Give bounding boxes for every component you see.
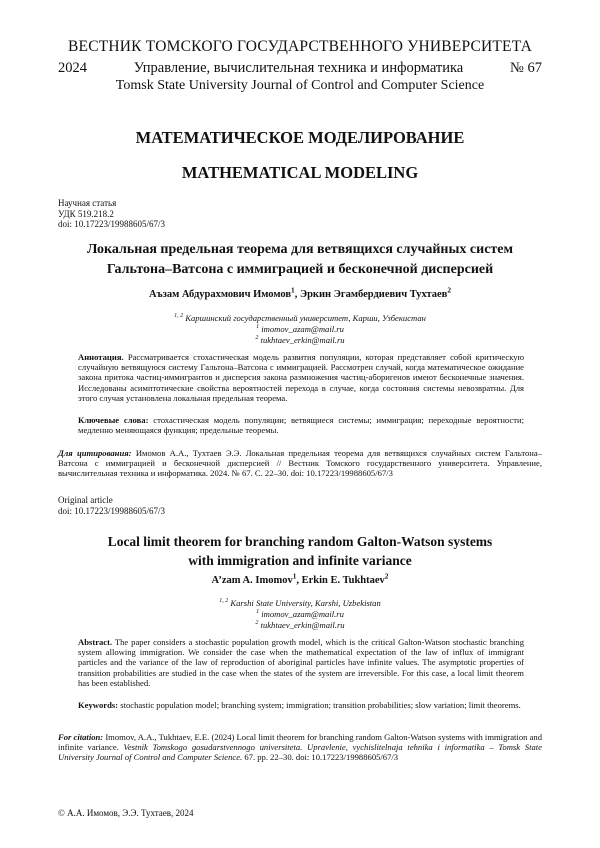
author2-en-sup: 2: [384, 571, 389, 581]
journal-title-en: Tomsk State University Journal of Control and Computer Science: [115, 78, 485, 93]
affiliations-ru: [0, 313, 600, 346]
email2-ru-sup: 2: [255, 335, 259, 342]
abstract-text-en: The paper considers a stochastic population growth model, which is the critical Galton-Watson stochastic branching system allowing immigration. We consider the case when the mathematical expectation of the law of influx of immigrant particles and the variance of the law of reproduction of aboriginal particles have infinite values. The asymptotic properties of transition probabilities are studied in the case when the states of the system are irreversible. For this case, a local limit theorem has been established.: [78, 637, 524, 688]
title-ru-line1: Локальная предельная теорема для ветвящихся случайных систем: [86, 242, 514, 257]
paper-title-ru: [0, 240, 600, 280]
author1-ru-sup: 1: [291, 285, 295, 295]
email2-en[interactable]: tukhtaev_erkin@mail.ru: [260, 620, 345, 630]
keywords-text-en: stochastic population model; branching system; immigration; transition probabilities; slow variation; limit theorems.: [120, 700, 521, 710]
abstract-text-ru: Рассматривается стохастическая модель развития популяции, которая представляет собой критическую случайную ветвящуюся систему Гальтона–Ватсона с иммиграцией. Рассмотрен случай, когда математическое ожидание закона притока частиц-иммигрантов и дисперсия закона размножения частиц-аборигенов имеют бесконечные значения. Исследованы асимптотические свойства вероятностей перехода в случае, когда состояния системы невозвратны. Для этого случая установлена локальная предельная теорема.: [78, 352, 525, 403]
aff-en-sup: 1, 2: [219, 598, 229, 605]
title-en-line1: Local limit theorem for branching random Galton-Watson systems: [107, 534, 493, 549]
email1-en-sup: 1: [256, 609, 260, 616]
abstract-label-ru: Аннотация.: [78, 352, 124, 362]
article-type-ru: Научная статья: [58, 198, 117, 208]
email1-ru[interactable]: imomov_azam@mail.ru: [261, 324, 344, 334]
abstract-label-en: Abstract.: [78, 637, 113, 647]
year: 2024: [58, 60, 87, 76]
article-meta-ru: [58, 198, 165, 230]
author1-en: A’zam A. Imomov: [211, 575, 293, 586]
email2-en-sup: 2: [255, 620, 259, 627]
article-meta-en: [58, 495, 165, 516]
paper-title-en: [0, 532, 600, 570]
title-ru-line2: Гальтона–Ватсона с иммиграцией и бесконечной дисперсией: [106, 262, 494, 277]
section-title-en: MATHEMATICAL MODELING: [181, 163, 419, 182]
author1-en-sup: 1: [292, 571, 297, 581]
affiliation-en: Karshi State University, Karshi, Uzbekistan: [230, 598, 381, 608]
authors-en: A’zam A. Imomov$^1$, Erkin E. Tukhtaev$^2$: [211, 571, 389, 586]
keywords-text-ru: стохастическая модель популяции; ветвящиеся системы; иммиграция; переходные вероятности; медленно меняющаяся функция; предельные теоремы.: [78, 415, 524, 436]
title-en-line2: with immigration and infinite variance: [188, 553, 412, 568]
copyright: © А.А. Имомов, Э.Э. Тухтаев, 2024: [58, 808, 194, 818]
cite-italic-en: Vestnik Tomskogo gosudarstvennogo universiteta. Upravlenie, vychislitelnaja tehnika i informatika – Tomsk State University Journal of Control and Computer Science.: [58, 742, 542, 763]
keywords-ru: [78, 415, 524, 435]
cite-text-ru: Имомов А.А., Тухтаев Э.Э. Локальная предельная теорема для ветвящихся случайных систем Гальтона–Ватсона с иммиграцией и бесконечной дисперсией // Вестник Томского государственного университета. Управление, вычислительная техника и информатика. 2024. № 67. С. 22–30. doi: 10.17223/19988605/67/3: [58, 448, 542, 479]
author2-en: Erkin E. Tukhtaev: [301, 575, 385, 586]
email1-ru-sup: 1: [256, 324, 260, 331]
cite-plain1-en: Imomov, A.A., Tukhtaev, E.E. (2024) Local limit theorem for branching random Galton-Watson systems with immigration and infinite variance.: [58, 732, 542, 753]
citation-en: [58, 732, 542, 763]
udc: УДК 519.218.2: [58, 208, 114, 219]
section-title-ru: МАТЕМАТИЧЕСКОЕ МОДЕЛИРОВАНИЕ: [135, 128, 465, 147]
cite-label-en: For citation:: [58, 732, 104, 742]
keywords-label-ru: Ключевые слова:: [78, 415, 149, 425]
aff-ru-sup: 1, 2: [174, 313, 184, 320]
cite-plain2-en: 67. pp. 22–30. doi: 10.17223/19988605/67/3: [244, 752, 399, 763]
email2-ru[interactable]: tukhtaev_erkin@mail.ru: [260, 335, 345, 345]
author2-ru-sup: 2: [447, 285, 452, 295]
abstract-ru: [78, 352, 524, 403]
affiliation-ru: Каршинский государственный университет, Карши, Узбекистан: [185, 313, 426, 323]
keywords-label-en: Keywords:: [78, 700, 119, 710]
affiliations-en: [0, 598, 600, 631]
cite-label-ru: Для цитирования:: [58, 448, 132, 458]
issue-number: № 67: [510, 60, 542, 76]
journal-series-ru: Управление, вычислительная техника и информатика: [133, 60, 464, 76]
abstract-en: [78, 637, 524, 688]
journal-info-row: [58, 60, 542, 77]
email1-en[interactable]: imomov_azam@mail.ru: [261, 609, 344, 619]
author2-ru: Эркин Эгамбердиевич Тухтаев: [299, 289, 448, 300]
journal-title-ru: ВЕСТНИК ТОМСКОГО ГОСУДАРСТВЕННОГО УНИВЕРСИТЕТА: [67, 38, 533, 55]
citation-ru: [58, 448, 542, 479]
authors-ru: Аъзам Абдурахмович Имомов$^1$, Эркин Эгамбердиевич Тухтаев$^2$: [148, 285, 452, 300]
article-type-en: Original article: [58, 495, 113, 505]
doi-ru: doi: 10.17223/19988605/67/3: [58, 219, 166, 229]
doi-en: doi: 10.17223/19988605/67/3: [58, 505, 166, 516]
keywords-en: [78, 700, 524, 710]
author1-ru: Аъзам Абдурахмович Имомов: [148, 289, 292, 300]
